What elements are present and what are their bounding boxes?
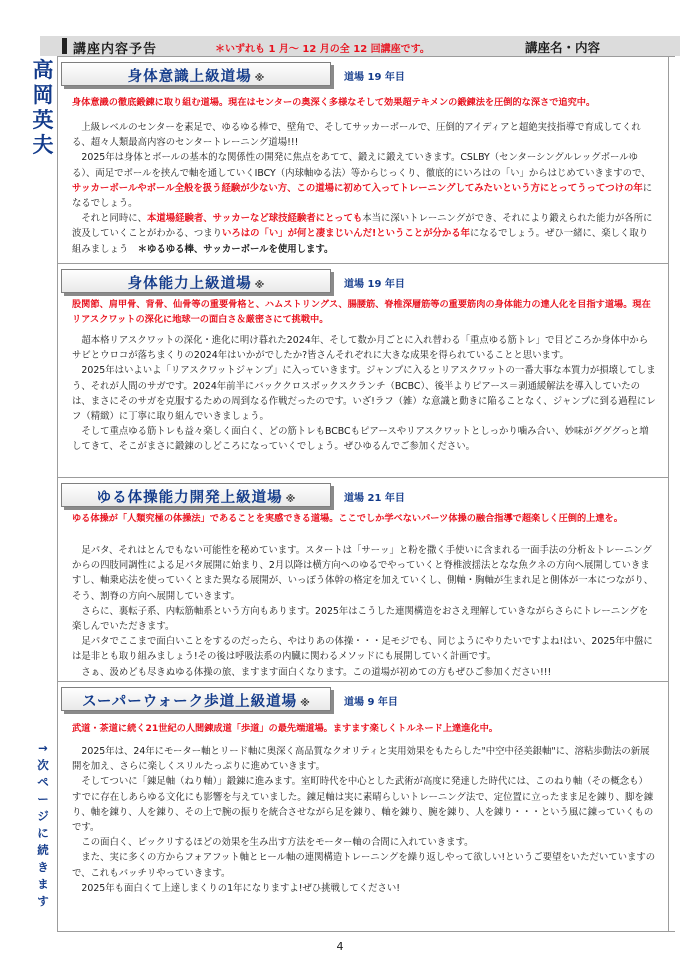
course-lead: 身体意識の徹底鍛錬に取り組む道場。現在はセンターの奥深く多様なそして効果超テキメンの鍛錬法を圧倒的な深さで追究中。 [72, 97, 596, 108]
course-paragraph [72, 424, 657, 454]
body-text: さらに、裏転子系、内転筋軸系という方向もあります。2025年はこうした連関構造をおさえ理解していきながらさらにトレーニングを楽しんでいただきます。 [72, 605, 649, 633]
body-text: になるでしょう。ぜひ一緒に、楽しく取り組みましょう [72, 228, 649, 255]
course-paragraph [72, 850, 657, 880]
next-page-char: 続 [37, 843, 49, 857]
course-title-box [61, 269, 331, 293]
dojo-years: 道場 19 年目 [344, 279, 405, 290]
course-body [72, 333, 657, 455]
dojo-years: 道場 9 年目 [344, 697, 398, 708]
course-lead: ゆる体操が「人類究極の体操法」であることを実感できる道場。ここでしか学べないパーツ体操の融合指導で超楽しく圧倒的上達を。 [72, 513, 623, 524]
course-body [72, 543, 657, 680]
course-lead: 股関節、肩甲骨、背骨、仙骨等の重要骨格と、ハムストリングス、腸腰筋、脊椎深層筋等の重要筋肉の身体能力の達人化を目指す道場。現在リアスクワットの深化に地球一の面白さ＆厳密さにて挑戦中。 [72, 299, 651, 325]
next-page-char: き [37, 860, 49, 874]
course-section [57, 263, 668, 477]
continued-next-page-note [32, 740, 54, 910]
course-paragraph [72, 120, 657, 150]
body-text: 2025年も面白くて上達しまくりの1年になりますよ!ぜひ挑戦してください! [81, 882, 400, 894]
course-title: スーパーウォーク歩道上級道場 [82, 694, 298, 710]
body-text: 足パタ、それはとんでもない可能性を秘めています。スタートは「サーッ」と粉を撒く手使いに含まれる一面手法の分析＆トレーニングからの四肢同調性による足パタ展開に始まり、2月以降は横方向へのゆるでやっていくと脊椎波揺法となな魚クネの方向へ展開していきますし、軸乗応法を使っていくとまた異なる展開が、いっぽう体幹の格定を加えていくし、側軸・胸軸が生まれ足と側体が一本につながり、そう、割脊の方向へ展開していきます。 [72, 545, 654, 602]
course-section [57, 56, 668, 263]
course-paragraph [72, 881, 657, 896]
frame-right-rule [668, 56, 669, 932]
course-paragraph [72, 543, 657, 604]
teacher-name-char: 夫 [32, 133, 54, 157]
teacher-name-char: 高 [32, 58, 54, 82]
course-paragraph [72, 744, 657, 774]
next-page-char: ジ [37, 809, 49, 823]
body-text: 本当に深いトレーニングができ、それにより鍛えられた能力が各所に波及していくことがわかる、つまり [72, 213, 653, 240]
course-section [57, 477, 668, 681]
header-marker [62, 38, 67, 54]
teacher-name [28, 58, 58, 158]
course-body [72, 120, 657, 257]
course-paragraph [72, 211, 657, 257]
course-title-box [61, 687, 331, 711]
body-text: そしてついに「錬足軸（ねり軸）」鍛錬に進みます。室町時代を中心とした武術が高度に発達した時代には、このねり軸（その概念も）すでに存在しあらゆる文化にも影響を与えていました。錬足軸は実に素晴らしいトレーニング法で、定位置に立ったまま足を錬り、脚を錬り、軸を錬り、人を錬り、その上で腕の振りを統合させながら足を錬り、軸を錬り、腕を錬り、人を錬り・・・という風に錬っていくものです。 [72, 776, 654, 834]
dojo-years: 道場 19 年目 [344, 72, 405, 83]
body-text: 2025年はいよいよ「リアスクワットジャンプ」に入っていきます。ジャンプに入るとリアスクワットの一番大事な本質力が損壊してしまう、それが人間のサガです。2024年前半にバッククロスボックスクランチ（BCBC）、後半よりピアース＝剥通緩解法を導入していたのは、まさにそのサガを克服するための周到なる作戦だったのです。いざ!ラフ（雑）な意識と動きに陥ることなく、ジャンプに到る過程にレフ（精緻）に丁寧に取り組んでいきましょう。 [72, 365, 656, 423]
course-paragraph [72, 835, 657, 850]
next-page-char: ま [37, 877, 49, 891]
body-text: さぁ、汲めども尽きぬゆる体操の旅、ますます面白くなります。この道場が初めての方もぜひご参加ください!!! [81, 666, 552, 678]
course-paragraph [72, 634, 657, 664]
course-paragraph [72, 604, 657, 634]
emphasis-text: サッカーボールやボール全般を扱う経験が少ない方、この道場に初めて入ってトレーニングしてみたいという方にとってうってつけの年 [72, 182, 643, 194]
course-paragraph [72, 333, 657, 363]
next-page-arrow-icon: → [38, 741, 48, 755]
teacher-name-char: 岡 [32, 83, 54, 107]
course-title-box [61, 483, 331, 507]
course-paragraph [72, 150, 657, 211]
body-text: 超本格リアスクワットの深化・進化に明け暮れた2024年、そして数か月ごとに入れ替わる「重点ゆる筋トレ」で目どころか身体中からサビとウロコが落ちまくりの2024年はいかがでしたか?皆さんそれぞれに大きな成果を得られていることと思います。 [72, 335, 649, 362]
header-note: ＊いずれも 1 月～ 12 月の全 12 回講座です。 [215, 44, 430, 55]
emphasis-text: 本道場経験者、サッカーなど球技経験者にとっても [147, 213, 363, 225]
body-text: そして重点ゆる筋トレも益々楽しく面白く、どの筋トレもBCBCもピアースやリアスクワットとしっかり噛み合い、妙味がグググっと増してきて、そこがまさに鍛錬のしどころになっていくでしょう。ぜひゆるんでご参加ください。 [72, 426, 649, 453]
header-title: 講座内容予告 [73, 42, 158, 57]
body-text: になるでしょう。 [72, 182, 653, 210]
next-page-char: ー [37, 792, 49, 806]
body-text: 上級レベルのセンターを素足で、ゆるゆる棒で、壁角で、そしてサッカーボールで、圧倒的アイディアと超絶実技指導で育成してくれる、超々人類最高内容のセンタートレーニング道場!!! [72, 122, 641, 149]
course-title-mark: ※ [254, 280, 265, 291]
header-column-label: 講座名・内容 [525, 40, 601, 55]
course-paragraph [72, 774, 657, 835]
next-page-char: ペ [37, 775, 49, 789]
course-title-mark: ※ [285, 494, 296, 505]
course-paragraph [72, 363, 657, 424]
body-text: また、実に多くの方からフォアフット軸とヒール軸の連関構造トレーニングを繰り返しやって欲しい!というご要望をいただいていますので、これもバッチリやっていきます。 [72, 852, 656, 879]
next-page-char: 次 [37, 758, 49, 772]
course-title: ゆる体操能力開発上級道場 [96, 490, 283, 506]
course-preview-header [40, 36, 680, 56]
next-page-char: に [37, 826, 49, 840]
course-title-mark: ※ [300, 698, 310, 709]
next-page-char: す [37, 894, 49, 908]
course-body [72, 744, 657, 896]
body-text: この面白く、ビックリするほどの効果を生み出す方法をモーター軸の合間に入れていきます。 [81, 837, 474, 849]
course-title-mark: ※ [254, 73, 265, 84]
course-title: 身体意識上級道場 [127, 69, 252, 85]
dojo-years: 道場 21 年目 [344, 493, 405, 504]
course-paragraph [72, 665, 657, 680]
body-text: 足パタでここまで面白いことをするのだったら、やはりあの体操・・・足モジでも、同じようにやりたいですよね!はい、2025年中盤には是非とも取り組みましょう!その後は呼吸法系の内臓に関わるメソッドにも展開していく計画です。 [72, 636, 653, 663]
emphasis-text: いろはの「い」が何と凄まじいんだ!ということが分かる年 [222, 228, 471, 240]
body-text: 2025年は身体とボールの基本的な関係性の開発に焦点をあてて、鍛えに鍛えていきます。CSLBY（センターシングルレッグボールゆる）、両足でボールを挟んで軸を通していくIBCY（内球軸ゆる法）等からじっくり、徹底的にいろはの「い」からはじめていきますので、 [72, 152, 651, 179]
course-title-box [61, 62, 331, 86]
course-title: 身体能力上級道場 [127, 276, 252, 292]
course-lead: 武道・茶道に続く21世紀の人間錬成道「歩道」の最先端道場。ますます楽しくトルネード上達進化中。 [72, 723, 498, 734]
bold-note-text: ＊ゆるゆる棒、サッカーボールを使用します。 [137, 243, 334, 255]
body-text: それと同時に、 [81, 213, 148, 225]
body-text: 2025年は、24年にモーター軸とリード軸に奥深く高品質なクオリティと実用効果をもたらした"中空中径美銀軸"に、溶粘歩動法の新展開を加え、さらに楽しくスリルたっぷりに進めていきます。 [72, 746, 650, 773]
course-section [57, 681, 668, 932]
page-number: 4 [336, 940, 344, 953]
teacher-name-char: 英 [32, 108, 54, 132]
